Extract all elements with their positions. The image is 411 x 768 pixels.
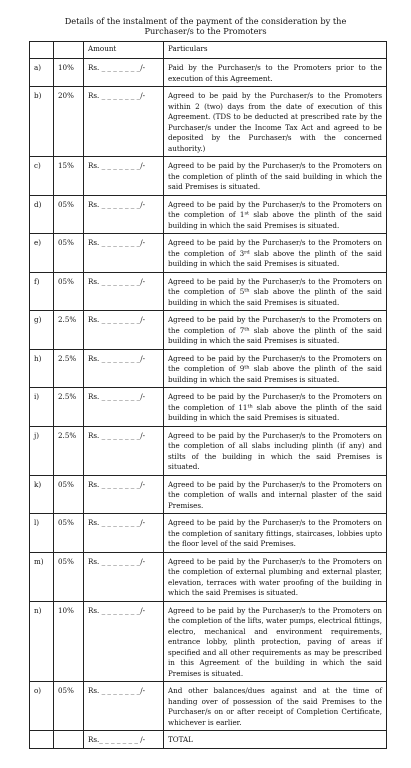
instalment-amount: Rs. _ _ _ _ _ _ _/-	[84, 272, 164, 311]
particulars-text: Agreed to be paid by the Purchaser/s to the Promoters on the completion of 7	[168, 315, 382, 335]
instalment-amount: Rs. _ _ _ _ _ _ _/-	[84, 475, 164, 514]
instalment-label: j)	[30, 426, 54, 475]
instalment-particulars: Agreed to be paid by the Purchaser/s to the Promoters on the completion of all slabs including plinth (if any) and stilts of the building in which the said Premises is situated.	[164, 426, 387, 475]
instalment-percent: 05%	[54, 682, 84, 731]
instalment-row	[30, 552, 387, 601]
instalment-amount: Rs. _ _ _ _ _ _ _/-	[84, 87, 164, 157]
particulars-text: slab above the plinth of the said building in which the said Premises is situated.	[168, 325, 382, 345]
instalment-row	[30, 601, 387, 682]
instalment-row	[30, 426, 387, 475]
instalment-label: g)	[30, 311, 54, 350]
instalment-amount: Rs. _ _ _ _ _ _ _/-	[84, 195, 164, 234]
total-percent-cell	[54, 731, 84, 749]
instalment-amount: Rs. _ _ _ _ _ _ _/-	[84, 311, 164, 350]
instalment-amount: Rs. _ _ _ _ _ _ _/-	[84, 601, 164, 682]
instalment-particulars	[164, 234, 387, 273]
ordinal-suffix: th	[244, 364, 250, 371]
instalment-row	[30, 59, 387, 87]
instalment-percent: 10%	[54, 601, 84, 682]
instalment-row	[30, 388, 387, 427]
instalment-row	[30, 87, 387, 157]
instalment-row	[30, 682, 387, 731]
table-body	[30, 59, 387, 731]
ordinal-suffix: rd	[244, 249, 250, 255]
instalment-label: n)	[30, 601, 54, 682]
ordinal-suffix: st	[244, 210, 250, 217]
instalment-label: c)	[30, 157, 54, 196]
instalment-percent: 2.5%	[54, 388, 84, 427]
instalment-label: f)	[30, 272, 54, 311]
instalment-particulars: Paid by the Purchaser/s to the Promoters prior to the execution of this Agreement.	[164, 59, 387, 87]
particulars-text: Agreed to be paid by the Purchaser/s to the Promoters on the completion of 1	[168, 199, 382, 219]
instalment-label: k)	[30, 475, 54, 514]
title-line-1: Details of the instalment of the payment of the consideration by the	[64, 16, 347, 26]
instalment-particulars: Agreed to be paid by the Purchaser/s to the Promoters on the completion of walls and internal plaster of the said Premises.	[164, 475, 387, 514]
instalment-amount: Rs. _ _ _ _ _ _ _/-	[84, 157, 164, 196]
instalment-amount: Rs. _ _ _ _ _ _ _/-	[84, 59, 164, 87]
header-particulars: Particulars	[164, 42, 387, 59]
instalment-label: o)	[30, 682, 54, 731]
header-label-cell	[30, 42, 54, 59]
instalment-particulars: Agreed to be paid by the Purchaser/s to the Promoters on the completion of sanitary fittings, staircases, lobbies upto the floor level of the said Premises.	[164, 514, 387, 553]
instalment-label: m)	[30, 552, 54, 601]
particulars-text: Agreed to be paid by the Purchaser/s to the Promoters on the completion of 9	[168, 353, 382, 373]
instalment-amount: Rs. _ _ _ _ _ _ _/-	[84, 514, 164, 553]
header-amount: Amount	[84, 42, 164, 59]
instalment-label: e)	[30, 234, 54, 273]
document-title	[0, 0, 411, 36]
instalment-row	[30, 195, 387, 234]
instalment-row	[30, 514, 387, 553]
total-label-cell	[30, 731, 54, 749]
title-line-2: Purchaser/s to the Promoters	[144, 26, 267, 36]
instalment-particulars: Agreed to be paid by the Purchaser/s to the Promoters on the completion of the lifts, water pumps, electrical fittings, electro, mechanical and environment requirements, entrance lobby, plinth protection, paving of areas if specified and all other requirements as may be prescribed in this Agreement of the building in which the said Premises is situated.	[164, 601, 387, 682]
instalment-amount: Rs. _ _ _ _ _ _ _/-	[84, 682, 164, 731]
particulars-text: slab above the plinth of the said building in which the said Premises is situated.	[168, 287, 382, 307]
instalment-label: h)	[30, 349, 54, 388]
instalment-particulars	[164, 272, 387, 311]
ordinal-suffix: th	[244, 287, 250, 294]
total-amount: Rs._ _ _ _ _ _ _ /-	[84, 731, 164, 749]
instalment-percent: 15%	[54, 157, 84, 196]
table-header-row	[30, 42, 387, 59]
header-percent-cell	[54, 42, 84, 59]
total-row	[30, 731, 387, 749]
particulars-text: Agreed to be paid by the Purchaser/s to the Promoters on the completion of 5	[168, 276, 382, 296]
instalment-amount: Rs. _ _ _ _ _ _ _/-	[84, 426, 164, 475]
instalment-percent: 05%	[54, 514, 84, 553]
instalment-particulars: Agreed to be paid by the Purchaser/s to the Promoters on the completion of external plumbing and external plaster, elevation, terraces with water proofing of the building in which the said Premises is situated.	[164, 552, 387, 601]
instalment-percent: 05%	[54, 234, 84, 273]
instalment-percent: 05%	[54, 195, 84, 234]
instalment-particulars: Agreed to be paid by the Purchaser/s to the Promoters within 2 (two) days from the date of execution of this Agreement. (TDS to be deducted at prescribed rate by the Purchaser/s under the Income Tax Act and agreed to be deposited by the Purchaser/s with the concerned authority.)	[164, 87, 387, 157]
instalment-label: d)	[30, 195, 54, 234]
instalment-percent: 2.5%	[54, 349, 84, 388]
particulars-text: slab above the plinth of the said building in which the said Premises is situated.	[168, 402, 382, 422]
particulars-text: slab above the plinth of the said building in which the said Premises is situated.	[168, 364, 382, 384]
instalment-row	[30, 234, 387, 273]
instalment-percent: 05%	[54, 475, 84, 514]
particulars-text: Agreed to be paid by the Purchaser/s to the Promoters on the completion of 3	[168, 238, 382, 258]
instalment-percent: 2.5%	[54, 426, 84, 475]
instalment-label: l)	[30, 514, 54, 553]
instalment-particulars: Agreed to be paid by the Purchaser/s to the Promoters on the completion of plinth of the said building in which the said Premises is situated.	[164, 157, 387, 196]
instalment-particulars: And other balances/dues against and at the time of handing over of possession of the said Premises to the Purchaser/s on or after receipt of Completion Certificate, whichever is earlier.	[164, 682, 387, 731]
particulars-text: Agreed to be paid by the Purchaser/s to the Promoters on the completion of 11	[168, 392, 382, 412]
instalment-particulars	[164, 195, 387, 234]
instalment-row	[30, 272, 387, 311]
particulars-text: slab above the plinth of the said building in which the said Premises is situated.	[168, 248, 382, 268]
instalment-particulars	[164, 311, 387, 350]
instalment-label: i)	[30, 388, 54, 427]
ordinal-suffix: th	[247, 403, 253, 409]
instalment-label: a)	[30, 59, 54, 87]
instalment-percent: 10%	[54, 59, 84, 87]
instalment-particulars	[164, 349, 387, 388]
instalment-row	[30, 311, 387, 350]
instalment-percent: 20%	[54, 87, 84, 157]
instalment-label: b)	[30, 87, 54, 157]
instalment-amount: Rs. _ _ _ _ _ _ _/-	[84, 552, 164, 601]
instalment-row	[30, 349, 387, 388]
instalment-particulars	[164, 388, 387, 427]
instalment-amount: Rs. _ _ _ _ _ _ _/-	[84, 349, 164, 388]
instalment-row	[30, 157, 387, 196]
instalment-percent: 05%	[54, 272, 84, 311]
instalment-row	[30, 475, 387, 514]
instalment-amount: Rs. _ _ _ _ _ _ _/-	[84, 234, 164, 273]
instalment-percent: 05%	[54, 552, 84, 601]
instalment-percent: 2.5%	[54, 311, 84, 350]
payment-schedule-table	[29, 41, 387, 749]
ordinal-suffix: th	[244, 326, 250, 332]
instalment-amount: Rs. _ _ _ _ _ _ _/-	[84, 388, 164, 427]
particulars-text: slab above the plinth of the said building in which the said Premises is situated.	[168, 210, 382, 230]
total-label: TOTAL	[164, 731, 387, 749]
